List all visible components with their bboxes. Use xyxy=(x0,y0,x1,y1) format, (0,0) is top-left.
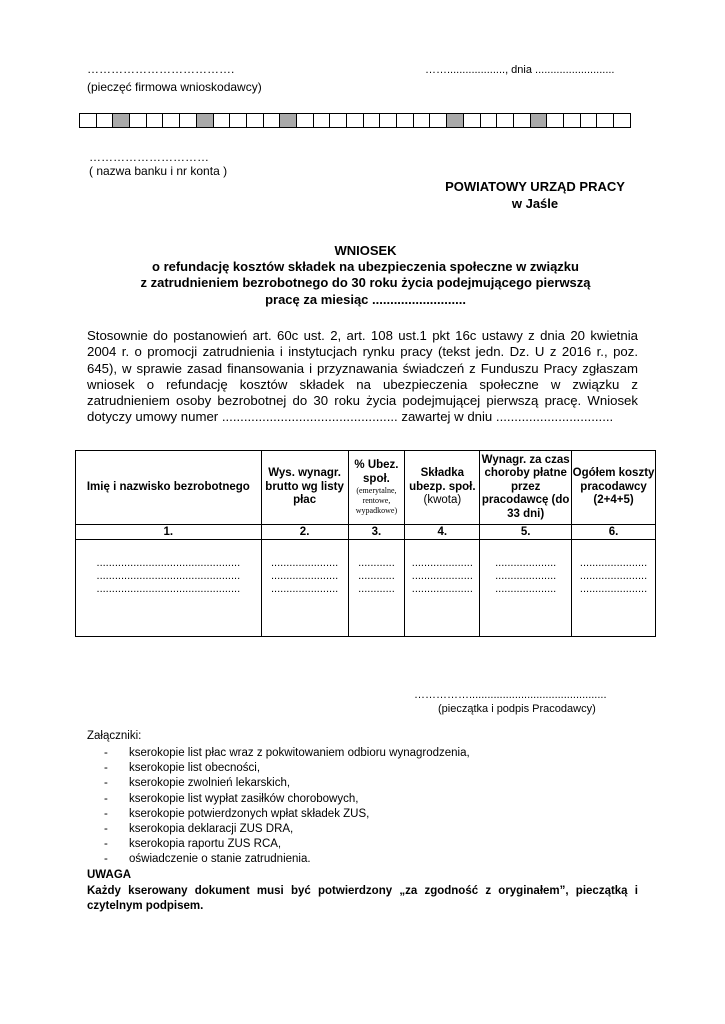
col-num-1: 1. xyxy=(76,525,262,540)
stamp-dots: ………………………………. xyxy=(87,62,235,76)
signature-label: (pieczątka i podpis Pracodawcy) xyxy=(438,703,596,715)
dots-line: ...................... xyxy=(270,557,339,569)
title-wniosek: WNIOSEK xyxy=(334,243,397,258)
dots-line: ............................................... xyxy=(96,557,241,569)
dots-line: ...................... xyxy=(579,557,648,569)
date-line: ……..................., dnia .......................... xyxy=(425,64,615,76)
col-num-6: 6. xyxy=(572,525,656,540)
col-contribution-main: Składka ubezp. społ. xyxy=(409,467,476,493)
list-item: - kserokopie list płac wraz z pokwitowaniem odbioru wynagrodzenia, xyxy=(104,746,470,761)
dots-line: .................... xyxy=(495,583,557,595)
col-contribution-sub: (kwota) xyxy=(423,494,462,507)
list-item: - kserokopie list obecności, xyxy=(104,761,470,776)
list-item: - kserokopie potwierdzonych wpłat składek ZUS, xyxy=(104,807,470,822)
office-line1: POWIATOWY URZĄD PRACY xyxy=(445,179,625,194)
bank-label: ( nazwa banku i nr konta ) xyxy=(89,164,228,178)
body-paragraph: Stosownie do postanowień art. 60c ust. 2, art. 108 ust.1 pkt 16c ustawy z dnia 20 kwietnia 2004 r. o promocji zatrudnienia i instytucjach rynku pracy (tekst jedn. Dz. U z 2016 r., poz. 645), w sprawie zasad finansowania i przyznawania świadczeń z Funduszu Pracy zgłaszam wniosek o refundację kosztów składek na ubezpieczenia społeczne w związku z zatrudnieniem osoby bezrobotnej do 30 roku życia podejmującej pierwszą pracę. Wniosek dotyczy umowy numer ................................................ zawartej w dniu ................................ xyxy=(87,328,638,425)
col-num-3: 3. xyxy=(348,525,405,540)
col-sickpay-header: Wynagr. za czas choroby płatne przez pracodawcę (do 33 dni) xyxy=(480,451,572,525)
col-percent-main: % Ubez. społ. xyxy=(354,459,399,485)
list-item: - kserokopie zwolnień lekarskich, xyxy=(104,776,470,791)
dots-line: .................... xyxy=(495,557,557,569)
dots-line: ............................................... xyxy=(96,583,241,595)
col-contribution-header xyxy=(405,451,480,525)
dots-line: ...................... xyxy=(270,583,339,595)
table-row xyxy=(76,540,656,637)
col-num-2: 2. xyxy=(261,525,348,540)
dots-cell-3 xyxy=(348,540,405,637)
dots-cell-6 xyxy=(572,540,656,637)
list-item: - oświadczenie o stanie zatrudnienia. xyxy=(104,852,470,867)
title-line4: pracę za miesiąc .......................... xyxy=(265,292,466,307)
col-percent-sub: (emerytalne, rentowe, wypadkowe) xyxy=(355,486,398,515)
table-number-row xyxy=(76,525,656,540)
stamp-label: (pieczęć firmowa wnioskodawcy) xyxy=(87,80,262,94)
col-name-header: Imię i nazwisko bezrobotnego xyxy=(76,451,262,525)
col-num-5: 5. xyxy=(480,525,572,540)
attachments-title: Załączniki: xyxy=(87,730,142,742)
dots-line: ............ xyxy=(358,557,395,569)
dots-cell-2 xyxy=(261,540,348,637)
col-percent-header xyxy=(348,451,405,525)
cost-table xyxy=(75,450,656,637)
dots-line: .................... xyxy=(411,570,473,582)
dots-line: .................... xyxy=(495,570,557,582)
dots-cell-1 xyxy=(76,540,262,637)
list-item: - kserokopie list wypłat zasiłków chorobowych, xyxy=(104,792,470,807)
dots-line: ............ xyxy=(358,570,395,582)
dots-cell-4 xyxy=(405,540,480,637)
dots-line: ...................... xyxy=(579,570,648,582)
table-header-row xyxy=(76,451,656,525)
col-total-header: Ogółem koszty pracodawcy (2+4+5) xyxy=(572,451,656,525)
note-title: UWAGA xyxy=(87,869,132,881)
dots-line: .................... xyxy=(411,557,473,569)
number-boxes xyxy=(79,113,631,128)
list-item: - kserokopia deklaracji ZUS DRA, xyxy=(104,822,470,837)
list-item: - kserokopia raportu ZUS RCA, xyxy=(104,837,470,852)
attachments-list xyxy=(104,746,470,868)
col-gross-header: Wys. wynagr. brutto wg listy płac xyxy=(261,451,348,525)
dots-line: .................... xyxy=(411,583,473,595)
dots-cell-5 xyxy=(480,540,572,637)
dots-line: ...................... xyxy=(579,583,648,595)
dots-line: ............ xyxy=(358,583,395,595)
office-line2: w Jaśle xyxy=(511,196,559,211)
bank-dots: ………………………… xyxy=(89,150,209,164)
col-num-4: 4. xyxy=(405,525,480,540)
dots-line: ............................................... xyxy=(96,570,241,582)
signature-dots: ……………............................................. xyxy=(414,689,607,701)
title-line2: o refundację kosztów składek na ubezpieczenia społeczne w związku xyxy=(152,259,579,274)
note-text: Każdy kserowany dokument musi być potwierdzony „za zgodność z oryginałem”, pieczątką i czytelnym podpisem. xyxy=(87,885,638,912)
dots-line: ...................... xyxy=(270,570,339,582)
title-line3: z zatrudnieniem bezrobotnego do 30 roku życia podejmującego pierwszą xyxy=(140,275,591,290)
